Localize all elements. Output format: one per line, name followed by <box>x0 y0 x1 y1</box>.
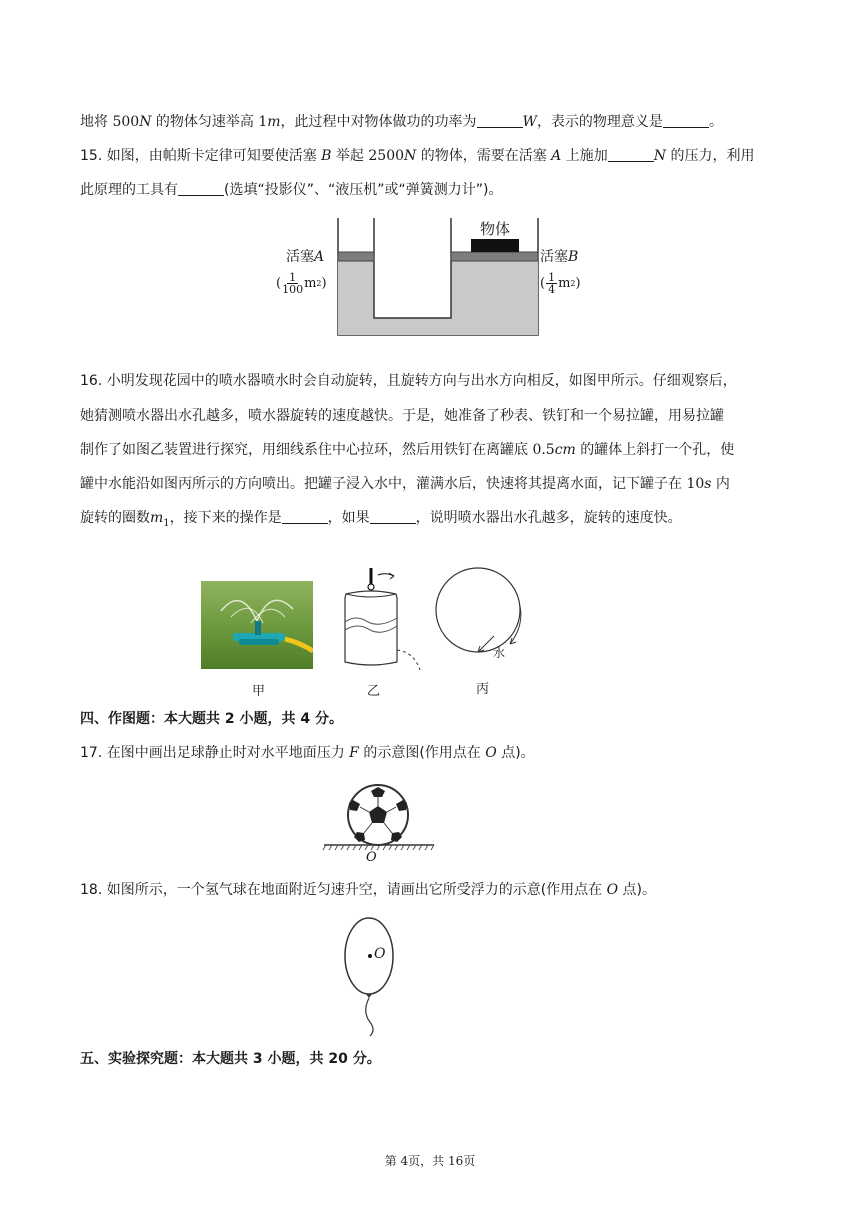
balloon-point-o-label: O <box>374 946 386 962</box>
piston-b <box>451 252 538 261</box>
sprinkler-photo <box>201 581 313 669</box>
q16-text: 罐中水能沿如图丙所示的方向喷出。把罐子浸入水中，灌满水后，快速将其提离水面，记下罐子在 <box>80 476 687 492</box>
piston-b-numerator: 1 <box>548 271 556 284</box>
piston-a-unit: m <box>304 276 317 291</box>
q15-text: (选填“投影仪”、“液压机”或“弹簧测力计”)。 <box>224 182 503 198</box>
piston-a-var: A <box>314 249 325 265</box>
q15-var-b: B <box>321 148 332 164</box>
q18-text: 点)。 <box>618 882 657 898</box>
q15-line-2 <box>80 180 502 200</box>
piston-a-denominator: 100 <box>282 283 304 296</box>
q16-text: 旋转的圈数 <box>80 510 150 526</box>
q16-value: 10 <box>686 476 705 492</box>
balloon-figure <box>340 912 400 1040</box>
q14-line <box>80 112 723 132</box>
q15-text: 上施加 <box>561 148 608 164</box>
q16-unit: s <box>704 476 712 492</box>
object-label: 物体 <box>480 220 511 238</box>
answer-blank[interactable] <box>370 509 416 524</box>
page-footer: 第 4页，共 16页 <box>384 1154 476 1168</box>
q17-var-o: O <box>485 745 497 761</box>
q17-var-f: F <box>349 745 359 761</box>
piston-a <box>338 252 374 261</box>
inner-divider <box>374 218 451 318</box>
q16-line-2: 她猜测喷水器出水孔越多，喷水器旋转的速度越快。于是，她准备了秒表、铁钉和一个易拉罐，用易拉罐 <box>80 408 724 424</box>
q15-text: 此原理的工具有 <box>80 182 178 198</box>
q17-text: 点)。 <box>496 745 535 761</box>
q15-value: 2500 <box>368 148 405 164</box>
q16-line-4 <box>80 474 730 494</box>
piston-b-label <box>540 246 578 266</box>
q16-text: 内 <box>711 476 730 492</box>
piston-a-label <box>286 246 324 266</box>
piston-b-unit: m <box>558 276 571 291</box>
piston-b-var: B <box>568 249 579 265</box>
q17-line <box>80 743 535 763</box>
answer-blank[interactable] <box>178 181 224 196</box>
q14-text: ，此过程中对物体做功的功率为 <box>280 114 477 130</box>
q15-text: 15. 如图，由帕斯卡定律可知要使活塞 <box>80 148 322 164</box>
q14-text: ，表示的物理意义是 <box>536 114 663 130</box>
q14-value-weight: 500 <box>112 114 140 130</box>
can-diagram <box>336 566 432 676</box>
q16-value: 0.5 <box>532 442 555 458</box>
q16-text: ，说明喷水器出水孔越多，旋转的速度快。 <box>415 510 682 526</box>
piston-b-label-text: 活塞 <box>540 249 568 265</box>
section-5-title: 五、实验探究题：本大题共 3 小题，共 20 分。 <box>80 1051 381 1067</box>
q17-text: 的示意图(作用点在 <box>358 745 486 761</box>
q16-subscript: 1 <box>163 517 170 529</box>
answer-blank[interactable] <box>282 509 328 524</box>
rotation-top-view <box>430 566 530 662</box>
section-4-title: 四、作图题：本大题共 2 小题，共 4 分。 <box>80 711 343 727</box>
point-o-label: O <box>366 850 377 865</box>
liquid <box>338 260 538 335</box>
piston-a-numerator: 1 <box>289 271 297 284</box>
object-block <box>471 239 519 252</box>
q15-text: 的压力，利用 <box>666 148 755 164</box>
q16-text: ，接下来的操作是 <box>169 510 282 526</box>
q15-var-a: A <box>551 148 562 164</box>
water-label: 水 <box>493 646 506 660</box>
q14-text: 的物体匀速举高 <box>151 114 259 130</box>
football-figure <box>322 782 436 862</box>
piston-a-area: ( $\frac{1}{100}$ m 2 ) <box>276 271 327 296</box>
q16-var-m: m <box>150 510 164 526</box>
piston-a-label-text: 活塞 <box>286 249 314 265</box>
q16-unit: cm <box>554 442 576 458</box>
q18-var-o: O <box>606 882 619 898</box>
q18-text: 18. 如图所示，一个氢气球在地面附近匀速升空，请画出它所受浮力的示意(作用点在 <box>80 882 607 898</box>
q14-unit-m: m <box>267 114 281 130</box>
q14-unit-w: W <box>522 114 537 130</box>
piston-b-denominator: 4 <box>548 283 556 296</box>
figure-label-bing: 丙 <box>476 682 490 697</box>
answer-blank[interactable] <box>477 113 523 128</box>
q16-text: 制作了如图乙装置进行探究，用细线系住中心拉环，然后用铁钉在离罐底 <box>80 442 533 458</box>
figure-label-yi: 乙 <box>367 684 381 699</box>
q14-unit-n: N <box>139 114 152 130</box>
q17-text: 17. 在图中画出足球静止时对水平地面压力 <box>80 745 350 761</box>
q14-text: 地将 <box>80 114 113 130</box>
q14-value-height: 1 <box>258 114 268 130</box>
q16-line-3 <box>80 440 734 460</box>
q16-text: ，如果 <box>327 510 370 526</box>
q15-line-1 <box>80 146 754 166</box>
figure-label-jia: 甲 <box>252 684 266 699</box>
q16-text: 的罐体上斜打一个孔，使 <box>575 442 735 458</box>
answer-blank[interactable] <box>608 147 654 162</box>
q15-text: 的物体，需要在活塞 <box>416 148 552 164</box>
piston-b-area: ( $\frac{1}{4}$ m 2 ) <box>540 271 581 296</box>
q15-unit: N <box>653 148 666 164</box>
answer-blank[interactable] <box>663 113 709 128</box>
q14-text: 。 <box>708 114 723 130</box>
q18-line <box>80 880 656 900</box>
q15-text: 举起 <box>331 148 369 164</box>
q16-line-5 <box>80 508 682 534</box>
q15-unit: N <box>404 148 417 164</box>
q16-line-1: 16. 小明发现花园中的喷水器喷水时会自动旋转，且旋转方向与出水方向相反，如图甲所示。仔细观察后， <box>80 373 737 389</box>
